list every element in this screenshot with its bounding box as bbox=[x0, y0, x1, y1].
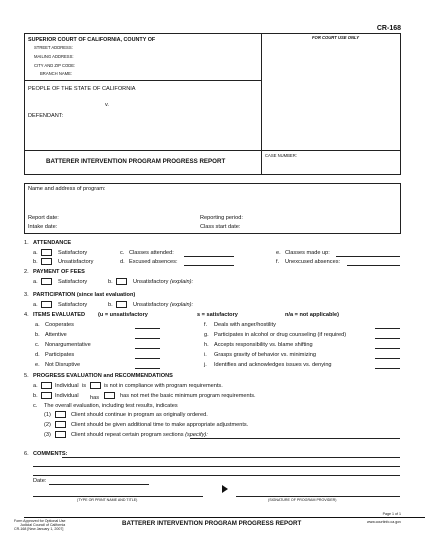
legend-u: (u = unsatisfactory bbox=[98, 312, 148, 318]
option-3-text: Client should repeat certain program sections (specify): bbox=[71, 432, 208, 438]
item-label: Grasps gravity of behavior vs. minimizing bbox=[214, 352, 316, 358]
option-2-text: Client should be given additional time to make appropriate adjustments. bbox=[71, 422, 249, 428]
section-number: 1. bbox=[24, 240, 29, 246]
unexcused-absences-field[interactable] bbox=[347, 265, 400, 266]
section-number: 3. bbox=[24, 292, 29, 298]
rating-field[interactable] bbox=[135, 348, 160, 349]
legend-na: n/a = not applicable) bbox=[285, 312, 339, 318]
comments-line[interactable] bbox=[33, 466, 400, 467]
print-name-field[interactable] bbox=[33, 496, 203, 497]
option-number: (3) bbox=[44, 432, 51, 438]
footer-url: www.courtinfo.ca.gov bbox=[367, 520, 401, 524]
report-date-label: Report date: bbox=[28, 215, 59, 221]
classes-made-up-field[interactable] bbox=[336, 256, 400, 257]
item-label: Identifies and acknowledges issues vs. denying bbox=[214, 362, 332, 368]
legend-s: s = satisfactory bbox=[197, 312, 238, 318]
item-key: e. bbox=[276, 250, 281, 256]
comments-line[interactable] bbox=[62, 457, 400, 458]
attendance-satisfactory-checkbox[interactable] bbox=[41, 249, 52, 256]
footer-title: BATTERER INTERVENTION PROGRAM PROGRESS REPORT bbox=[122, 520, 302, 527]
item-key: a. bbox=[33, 250, 38, 256]
program-name-label: Name and address of program: bbox=[28, 186, 106, 192]
item-key: a. bbox=[35, 322, 40, 328]
rating-field[interactable] bbox=[375, 348, 400, 349]
attendance-satisfactory-label: Satisfactory bbox=[58, 250, 88, 256]
rating-field[interactable] bbox=[135, 358, 160, 359]
item-key: a. bbox=[33, 302, 38, 308]
option-1-text: Client should continue in program as originally ordered. bbox=[71, 412, 208, 418]
participation-satisfactory-checkbox[interactable] bbox=[41, 301, 52, 308]
unexcused-absences-label: Unexcused absences: bbox=[285, 259, 341, 265]
item-label: Deals with anger/hostility bbox=[214, 322, 276, 328]
signature-field[interactable] bbox=[236, 496, 400, 497]
rating-field[interactable] bbox=[135, 338, 160, 339]
classes-made-up-label: Classes made up: bbox=[285, 250, 330, 256]
item-key: d. bbox=[120, 259, 125, 265]
signature-caption: (SIGNATURE OF PROGRAM PROVIDER) bbox=[268, 498, 337, 502]
item-key: e. bbox=[35, 362, 40, 368]
payment-satisfactory-checkbox[interactable] bbox=[41, 278, 52, 285]
page-number: Page 1 of 1 bbox=[382, 512, 401, 516]
comments-line[interactable] bbox=[33, 475, 400, 476]
item-key: c. bbox=[33, 403, 38, 409]
section-number: 2. bbox=[24, 269, 29, 275]
rating-field[interactable] bbox=[375, 368, 400, 369]
divider bbox=[24, 150, 401, 151]
rating-field[interactable] bbox=[375, 358, 400, 359]
section-number: 6. bbox=[24, 451, 29, 457]
item-key: b. bbox=[35, 332, 40, 338]
item-key: c. bbox=[120, 250, 125, 256]
form-number: CR-168 bbox=[376, 25, 401, 32]
rating-field[interactable] bbox=[135, 368, 160, 369]
versus-label: v. bbox=[105, 102, 109, 108]
progress-b-checkbox[interactable] bbox=[41, 392, 52, 399]
defendant-label: DEFENDANT: bbox=[28, 113, 64, 119]
section-number: 4. bbox=[24, 312, 29, 318]
item-label: Attentive bbox=[45, 332, 67, 338]
item-key: a. bbox=[33, 279, 38, 285]
item-key: b. bbox=[108, 279, 113, 285]
footer-rule bbox=[24, 517, 425, 518]
is-label: is bbox=[82, 383, 87, 389]
option-2-checkbox[interactable] bbox=[55, 421, 66, 428]
court-name: SUPERIOR COURT OF CALIFORNIA, COUNTY OF bbox=[28, 37, 156, 43]
option-3-checkbox[interactable] bbox=[55, 431, 66, 438]
has-label: has bbox=[90, 395, 100, 401]
excused-absences-field[interactable] bbox=[184, 265, 234, 266]
option-1-checkbox[interactable] bbox=[55, 411, 66, 418]
payment-satisfactory-label: Satisfactory bbox=[58, 279, 88, 285]
city-zip-label: CITY AND ZIP CODE: bbox=[34, 63, 76, 68]
classes-attended-label: Classes attended: bbox=[129, 250, 174, 256]
item-key: i. bbox=[204, 352, 207, 358]
is-checkbox[interactable] bbox=[90, 382, 101, 389]
people-label: PEOPLE OF THE STATE OF CALIFORNIA bbox=[28, 86, 136, 92]
progress-b-text: has not met the basic minimum program requirements. bbox=[120, 393, 256, 399]
option-3-field[interactable] bbox=[190, 438, 400, 439]
reporting-period-label: Reporting period: bbox=[200, 215, 243, 221]
payment-unsatisfactory-label: Unsatisfactory (explain): bbox=[133, 279, 194, 285]
rating-field[interactable] bbox=[375, 338, 400, 339]
rating-field[interactable] bbox=[135, 328, 160, 329]
caption-box bbox=[24, 33, 401, 175]
rating-field[interactable] bbox=[375, 328, 400, 329]
section-number: 5. bbox=[24, 373, 29, 379]
participation-heading: PARTICIPATION (since last evaluation) bbox=[33, 292, 136, 298]
attendance-unsatisfactory-checkbox[interactable] bbox=[41, 258, 52, 265]
progress-heading: PROGRESS EVALUATION and RECOMMENDATIONS bbox=[33, 373, 173, 379]
footer-approval: Form Approved for Optional Use bbox=[14, 519, 66, 523]
excused-absences-label: Excused absences: bbox=[129, 259, 178, 265]
item-label: Participates in alcohol or drug counseling (if required) bbox=[214, 332, 347, 338]
item-key: b. bbox=[108, 302, 113, 308]
print-name-caption: (TYPE OR PRINT NAME AND TITLE) bbox=[77, 498, 138, 502]
comments-heading: COMMENTS: bbox=[33, 451, 68, 457]
participation-unsatisfactory-label: Unsatisfactory (explain): bbox=[133, 302, 194, 308]
item-key: f. bbox=[204, 322, 208, 328]
divider bbox=[24, 80, 261, 81]
payment-unsatisfactory-checkbox[interactable] bbox=[116, 278, 127, 285]
item-key: f. bbox=[276, 259, 280, 265]
progress-a-checkbox[interactable] bbox=[41, 382, 52, 389]
item-key: c. bbox=[35, 342, 40, 348]
option-number: (2) bbox=[44, 422, 51, 428]
item-key: d. bbox=[35, 352, 40, 358]
attendance-heading: ATTENDANCE bbox=[33, 240, 72, 246]
case-number-label: CASE NUMBER: bbox=[265, 153, 297, 158]
progress-a-text: is not in compliance with program requirements. bbox=[104, 383, 223, 389]
participation-satisfactory-label: Satisfactory bbox=[58, 302, 88, 308]
has-checkbox[interactable] bbox=[104, 392, 115, 399]
footer-council: Judicial Council of California bbox=[20, 523, 66, 527]
item-key: h. bbox=[204, 342, 209, 348]
intake-date-label: Intake date: bbox=[28, 224, 58, 230]
individual-label: Individual bbox=[55, 393, 79, 399]
items-evaluated-heading: ITEMS EVALUATED bbox=[33, 312, 86, 318]
form-title: BATTERER INTERVENTION PROGRAM PROGRESS REPORT bbox=[46, 158, 226, 165]
branch-name-label: BRANCH NAME: bbox=[40, 71, 73, 76]
item-key: b. bbox=[33, 259, 38, 265]
classes-attended-field[interactable] bbox=[184, 256, 234, 257]
progress-c-text: The overall evaluation, including test results, indicates bbox=[44, 403, 178, 409]
item-label: Not Disruptive bbox=[45, 362, 81, 368]
item-label: Nonargumentative bbox=[45, 342, 91, 348]
divider bbox=[261, 33, 262, 175]
item-key: b. bbox=[33, 393, 38, 399]
item-key: g. bbox=[204, 332, 209, 338]
item-label: Participates bbox=[45, 352, 75, 358]
class-start-label: Class start date: bbox=[200, 224, 241, 230]
participation-unsatisfactory-checkbox[interactable] bbox=[116, 301, 127, 308]
court-use-label: FOR COURT USE ONLY bbox=[312, 35, 360, 40]
street-address-label: STREET ADDRESS: bbox=[34, 45, 73, 50]
individual-label: Individual bbox=[55, 383, 79, 389]
signature-arrow-icon bbox=[222, 485, 228, 493]
item-key: a. bbox=[33, 383, 38, 389]
mailing-address-label: MAILING ADDRESS: bbox=[34, 54, 74, 59]
option-number: (1) bbox=[44, 412, 51, 418]
item-label: Cooperates bbox=[45, 322, 74, 328]
payment-heading: PAYMENT OF FEES bbox=[33, 269, 85, 275]
item-key: j. bbox=[204, 362, 207, 368]
date-label: Date: bbox=[33, 478, 47, 484]
date-field[interactable] bbox=[49, 484, 149, 485]
footer-form-id: CR-168 [New January 1, 2007] bbox=[14, 527, 64, 531]
item-label: Accepts responsibility vs. blame shifting bbox=[214, 342, 313, 348]
attendance-unsatisfactory-label: Unsatisfactory bbox=[58, 259, 94, 265]
